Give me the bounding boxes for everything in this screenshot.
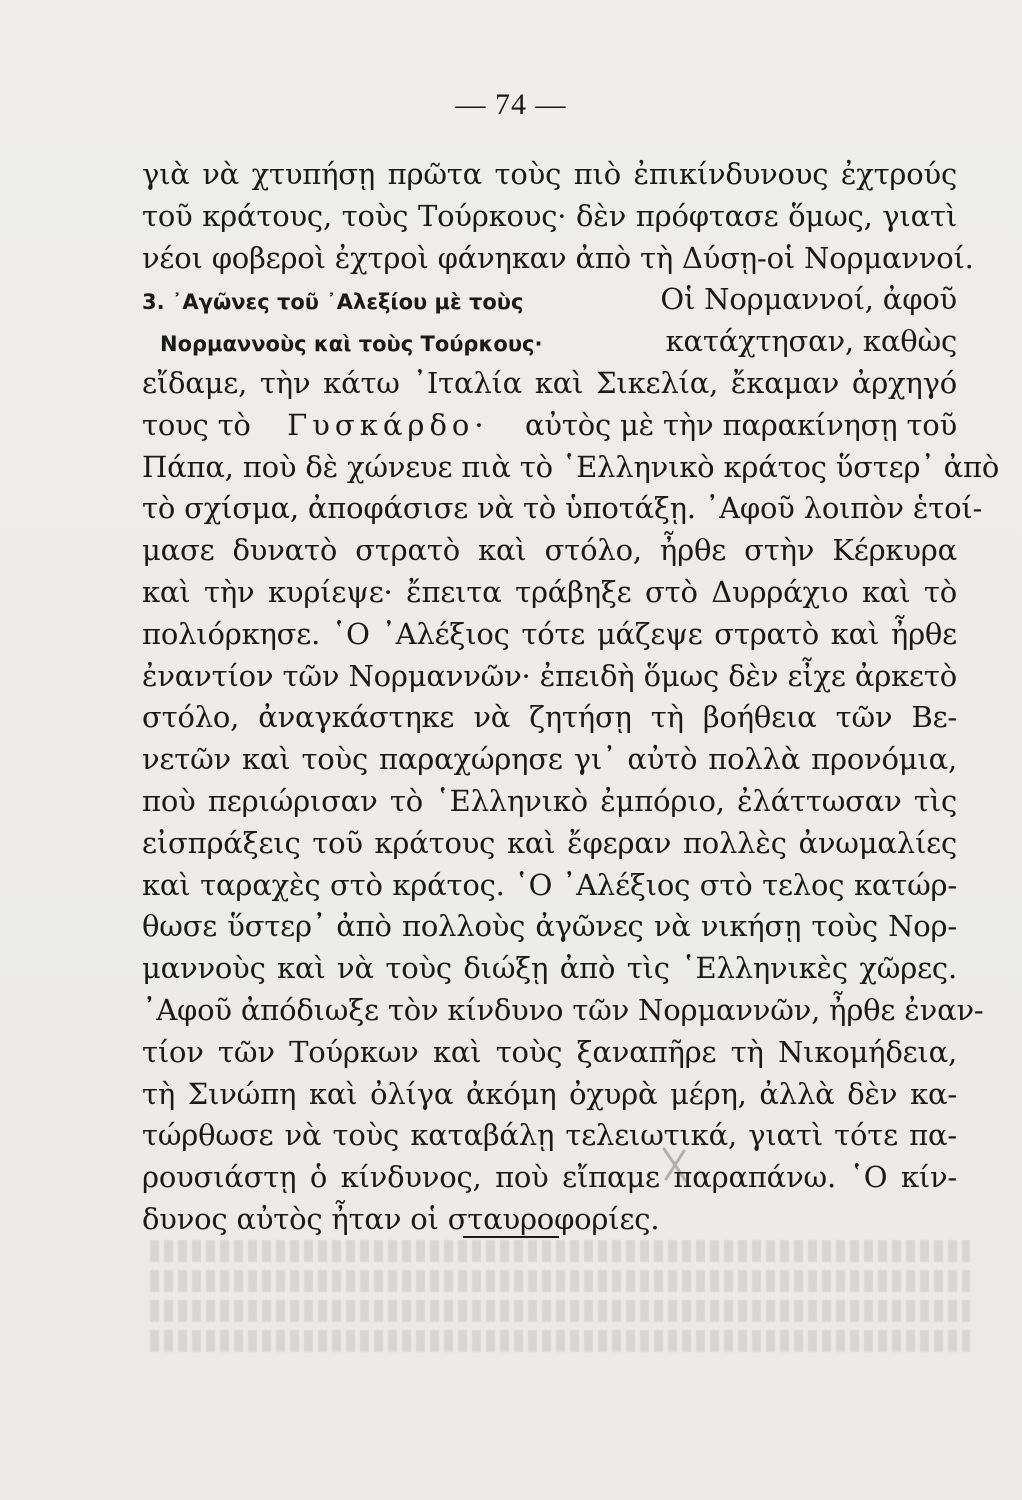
- text-line: Πάπα, ποὺ δὲ χώνευε πιὰ τὸ ῾Ελληνικὸ κράτος ὕστερ᾽ ἀπὸ: [142, 449, 1000, 484]
- text-line: θωσε ὕστερ᾽ ἀπὸ πολλοὺς ἀγῶνες νὰ νικήσῃ τοὺς Νορ-: [142, 909, 957, 944]
- text-line: νετῶν καὶ τοὺς παραχώρησε γι᾽ αὐτὸ πολλὰ προνόμια,: [142, 742, 957, 777]
- section-heading-line: [142, 279, 957, 321]
- text-line: γιὰ νὰ χτυπήσῃ πρῶτα τοὺς πιὸ ἐπικίνδυνους ἐχτρούς: [142, 157, 957, 191]
- text-line: νέοι φοβεροὶ ἐχτροὶ φάνηκαν ἀπὸ τὴ Δύσῃ-οἱ Νορμαννοί.: [142, 240, 974, 275]
- text-line: τὸ σχίσμα, ἀποφάσισε νὰ τὸ ὑποτάξῃ. ᾿Αφοῦ λοιπὸν ἑτοί-: [142, 491, 983, 526]
- page-number: — 74 —: [455, 88, 567, 121]
- text-line: ᾿Αφοῦ ἀπόδιωξε τὸν κίνδυνο τῶν Νορμαννῶν, ἦρθε ἐναν-: [142, 992, 984, 1027]
- text-line: καὶ τὴν κυρίεψε· ἔπειτα τράβηξε στὸ Δυρράχιο καὶ τὸ: [142, 574, 957, 609]
- pencil-mark-icon: [660, 1145, 690, 1185]
- section-heading-line: [142, 321, 957, 363]
- text-line: μαννοὺς καὶ νὰ τοὺς διώξῃ ἀπὸ τὶς ῾Ελληνικὲς χῶρες.: [142, 951, 957, 986]
- text-line: κατάχτησαν, καθὼς: [665, 324, 957, 359]
- emphasized-name: Γυσκάρδο·: [287, 407, 489, 442]
- text-fragment: αὐτὸς μὲ τὴν παρακίνησῃ τοῦ: [525, 407, 957, 442]
- section-divider: [463, 1236, 559, 1238]
- section-heading-continued: Νορμαννοὺς καὶ τοὺς Τούρκους·: [160, 332, 543, 357]
- text-line: ἐναντίον τῶν Νορμαννῶν· ἐπειδὴ ὅμως δὲν εἶχε ἀρκετὸ: [142, 658, 957, 693]
- text-line: Οἱ Νορμαννοί, ἀφοῦ: [660, 282, 957, 317]
- text-line: τώρθωσε νὰ τοὺς καταβάλῃ τελειωτικά, γιατὶ τότε πα-: [142, 1118, 957, 1153]
- text-line: πολιόρκησε. ῾Ο ᾿Αλέξιος τότε μάζεψε στρατὸ καὶ ἦρθε: [142, 616, 957, 651]
- body-text: [142, 154, 1000, 1241]
- text-line: μασε δυνατὸ στρατὸ καὶ στόλο, ἦρθε στὴν Κέρκυρα: [142, 533, 957, 568]
- text-line: ρουσιάστῃ ὁ κίνδυνος, ποὺ εἴπαμε παραπάνω. ῾Ο κίν-: [142, 1160, 957, 1195]
- text-line: δυνος αὐτὸς ἦταν οἱ σταυροφορίες.: [142, 1201, 660, 1236]
- text-line: εἴδαμε, τὴν κάτω ᾿Ιταλία καὶ Σικελία, ἔκαμαν ἀρχηγό: [142, 365, 957, 400]
- text-fragment: τους τὸ: [142, 407, 251, 442]
- text-line: [142, 405, 957, 447]
- text-line: τίον τῶν Τούρκων καὶ τοὺς ξαναπῆρε τὴ Νικομήδεια,: [142, 1034, 957, 1069]
- text-line: ποὺ περιώρισαν τὸ ῾Ελληνικὸ ἐμπόριο, ἐλάττωσαν τὶς: [142, 783, 957, 818]
- text-line: στόλο, ἀναγκάστηκε νὰ ζητήσῃ τὴ βοήθεια τῶν Βε-: [142, 700, 957, 735]
- text-line: εἰσπράξεις τοῦ κράτους καὶ ἔφεραν πολλὲς ἀνωμαλίες: [142, 825, 957, 860]
- section-heading: 3. ᾿Αγῶνες τοῦ ᾿Αλεξίου μὲ τοὺς: [142, 290, 524, 315]
- show-through-text: [150, 1240, 970, 1370]
- text-line: καὶ ταραχὲς στὸ κράτος. ῾Ο ᾿Αλέξιος στὸ τελος κατώρ-: [142, 867, 957, 902]
- text-line: τοῦ κράτους, τοὺς Τούρκους· δὲν πρόφτασε ὅμως, γιατὶ: [142, 198, 957, 233]
- text-line: τὴ Σινώπη καὶ ὀλίγα ἀκόμη ὀχυρὰ μέρη, ἀλλὰ δὲν κα-: [142, 1076, 957, 1111]
